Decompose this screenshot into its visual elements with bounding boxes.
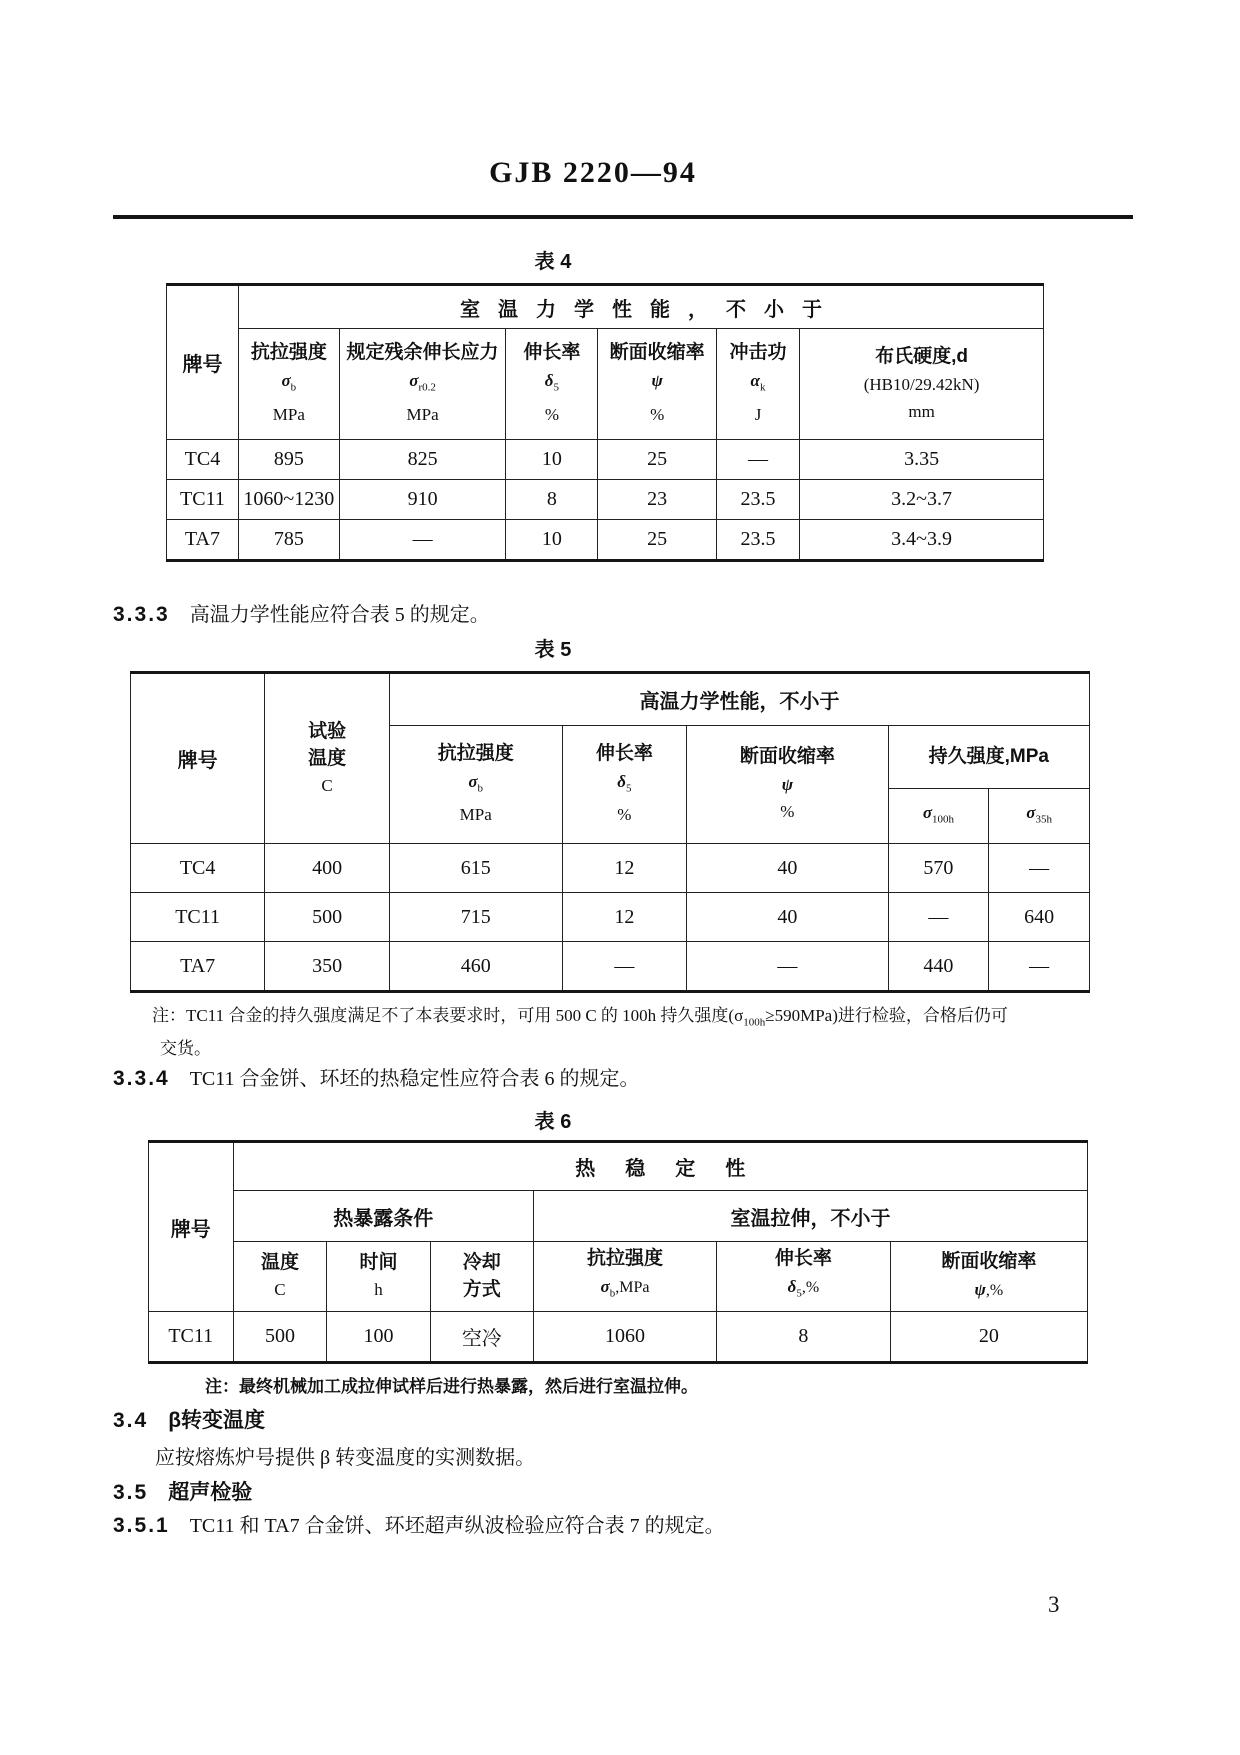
data-cell: —: [716, 440, 799, 480]
column-header-cell: 规定残余伸长应力 $\sigma_{r0.2}$ MPa: [339, 329, 506, 440]
column-header-cell: 伸长率 $\delta_5$ %: [562, 726, 687, 844]
data-cell: 23.5: [716, 480, 799, 520]
column-header-cell: 试验 温度 C: [265, 673, 390, 844]
header-rule: [113, 215, 1133, 219]
data-cell: —: [888, 893, 989, 942]
section-number: 3.5.1: [113, 1514, 170, 1537]
data-cell: 500: [265, 893, 390, 942]
table-row: [131, 673, 1090, 726]
data-cell: 895: [238, 440, 339, 480]
data-cell: 40: [687, 893, 888, 942]
data-cell: 100: [327, 1312, 430, 1363]
grade-cell: TC11: [131, 893, 265, 942]
data-cell: 12: [562, 893, 687, 942]
table6-caption: 表 6: [534, 1111, 572, 1133]
data-cell: 40: [687, 844, 888, 893]
section-3-4-body: 应按熔炼炉号提供 β 转变温度的实测数据。: [155, 1447, 536, 1469]
column-header-cell: 布氏硬度,d (HB10/29.42kN) mm: [800, 329, 1044, 440]
grade-cell: TC11: [149, 1312, 234, 1363]
section-text: TC11 合金饼、环坯的热稳定性应符合表 6 的规定。: [189, 1068, 640, 1090]
data-cell: 785: [238, 520, 339, 561]
table6-note: 注：最终机械加工成拉伸试样后进行热暴露，然后进行室温拉伸。: [205, 1377, 698, 1396]
exposure-header-cell: 热暴露条件: [233, 1191, 533, 1242]
column-header-cell: 抗拉强度 $\sigma_b,MPa$: [533, 1242, 716, 1312]
data-cell: 10: [506, 520, 598, 561]
tension-header-cell: 室温拉伸，不小于: [533, 1191, 1087, 1242]
data-cell: 400: [265, 844, 390, 893]
data-cell: 25: [598, 440, 716, 480]
table5: [130, 671, 1090, 993]
data-cell: 20: [890, 1312, 1087, 1363]
table-row: [131, 844, 1090, 893]
data-cell: 12: [562, 844, 687, 893]
section-3-5: [113, 1476, 252, 1506]
column-header-cell: 断面收缩率 ψ %: [687, 726, 888, 844]
section-number: 3.3.3: [113, 603, 170, 626]
data-cell: 8: [717, 1312, 891, 1363]
table-row: [149, 1312, 1088, 1363]
data-cell: —: [339, 520, 506, 561]
table4: [166, 283, 1044, 562]
column-header-cell: $\sigma_{100h}$: [888, 789, 989, 844]
data-cell: 440: [888, 942, 989, 992]
section-3-3-3: [113, 598, 490, 627]
grade-cell: TC4: [167, 440, 239, 480]
column-header-cell: 断面收缩率 ψ %: [598, 329, 716, 440]
column-header-cell: $\sigma_{35h}$: [989, 789, 1090, 844]
data-cell: 640: [989, 893, 1090, 942]
column-header-cell: 冷却 方式: [430, 1242, 533, 1312]
section-title: 超声检验: [168, 1481, 253, 1504]
column-header-cell: 抗拉强度 $\sigma_b$ MPa: [389, 726, 562, 844]
data-cell: 350: [265, 942, 390, 992]
table5-note-line2: 交货。: [160, 1039, 211, 1058]
data-cell: 1060~1230: [238, 480, 339, 520]
section-3-3-4: [113, 1062, 640, 1091]
data-cell: 500: [233, 1312, 327, 1363]
data-cell: 10: [506, 440, 598, 480]
data-cell: 3.35: [800, 440, 1044, 480]
section-number: 3.5: [113, 1481, 149, 1504]
data-cell: 1060: [533, 1312, 716, 1363]
data-cell: 空冷: [430, 1312, 533, 1363]
grade-cell: TA7: [167, 520, 239, 561]
data-cell: —: [562, 942, 687, 992]
section-3-4: [113, 1404, 265, 1434]
table6: [148, 1140, 1088, 1364]
column-header-cell: 伸长率 $\delta_5,\%$: [717, 1242, 891, 1312]
data-cell: 3.2~3.7: [800, 480, 1044, 520]
data-cell: 23.5: [716, 520, 799, 561]
data-cell: 25: [598, 520, 716, 561]
column-header-cell: 时间 h: [327, 1242, 430, 1312]
span-header-cell: 高温力学性能，不小于: [389, 673, 1089, 726]
column-header-cell: 持久强度,MPa: [888, 726, 1089, 789]
grade-header-cell: 牌号: [167, 285, 239, 440]
table-row: [167, 480, 1044, 520]
table-row: [149, 1191, 1088, 1242]
grade-cell: TC4: [131, 844, 265, 893]
table-row: [131, 893, 1090, 942]
data-cell: 910: [339, 480, 506, 520]
column-header-cell: 抗拉强度 $\sigma_b$ MPa: [238, 329, 339, 440]
data-cell: 570: [888, 844, 989, 893]
table-row: [167, 329, 1044, 440]
data-cell: —: [687, 942, 888, 992]
table5-note-line1: 注：TC11 合金的持久强度满足不了本表要求时，可用 500 C 的 100h 持久强度$(\sigma_{100h}\ge 590MPa)$进行检验，合格后仍可: [152, 1006, 1008, 1029]
data-cell: 825: [339, 440, 506, 480]
data-cell: —: [989, 844, 1090, 893]
doc-number: GJB 2220—94: [489, 156, 697, 189]
section-text: TC11 和 TA7 合金饼、环坯超声纵波检验应符合表 7 的规定。: [189, 1515, 725, 1537]
table-row: [167, 440, 1044, 480]
span-header-cell: 室温力学性能，不小于: [238, 285, 1043, 329]
data-cell: 8: [506, 480, 598, 520]
table-row: [167, 520, 1044, 561]
page-number: 3: [1048, 1592, 1060, 1617]
section-number: 3.3.4: [113, 1067, 170, 1090]
section-3-5-1: [113, 1509, 725, 1538]
section-text: 高温力学性能应符合表 5 的规定。: [189, 604, 490, 626]
table-row: [167, 285, 1044, 329]
column-header-cell: 温度 C: [233, 1242, 327, 1312]
table-row: [131, 942, 1090, 992]
column-header-cell: 断面收缩率 ψ,%: [890, 1242, 1087, 1312]
data-cell: 615: [389, 844, 562, 893]
section-number: 3.4: [113, 1409, 149, 1432]
grade-cell: TA7: [131, 942, 265, 992]
data-cell: —: [989, 942, 1090, 992]
grade-header-cell: 牌号: [131, 673, 265, 844]
section-title: β转变温度: [168, 1409, 266, 1432]
table-row: [149, 1142, 1088, 1191]
data-cell: 715: [389, 893, 562, 942]
table4-caption: 表 4: [534, 251, 572, 273]
span-header-cell: 热稳定性: [233, 1142, 1088, 1191]
table-row: [149, 1242, 1088, 1312]
data-cell: 460: [389, 942, 562, 992]
column-header-cell: 伸长率 $\delta_5$ %: [506, 329, 598, 440]
grade-cell: TC11: [167, 480, 239, 520]
table5-caption: 表 5: [534, 639, 572, 661]
data-cell: 23: [598, 480, 716, 520]
data-cell: 3.4~3.9: [800, 520, 1044, 561]
grade-header-cell: 牌号: [149, 1142, 234, 1312]
column-header-cell: 冲击功 $\alpha_k$ J: [716, 329, 799, 440]
